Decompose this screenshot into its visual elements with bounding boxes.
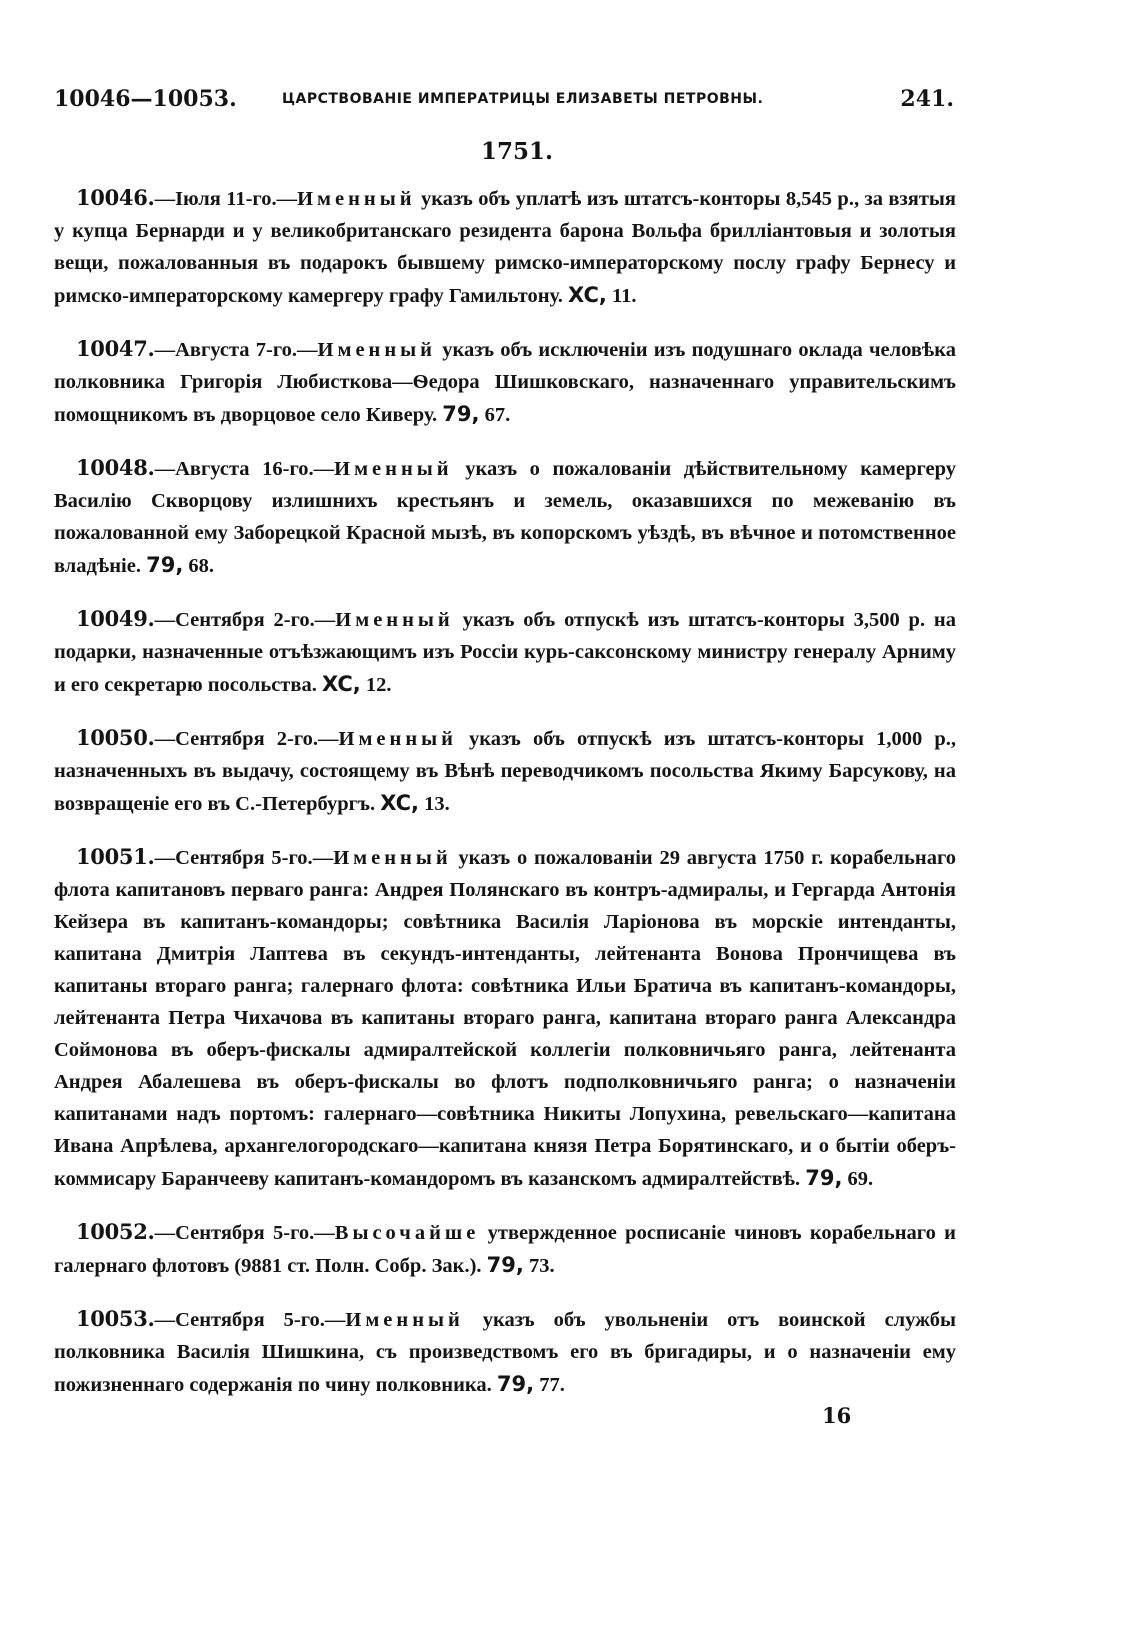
entry-number: 10049. — [76, 606, 155, 631]
entry-number: 10046. — [76, 185, 155, 210]
entry-text: указъ объ отпускѣ изъ штатсъ-конторы 3,500 р. на подарки, назначенные отъѣзжающимъ изъ Россіи курь-саксонскому министру генералу Арниму и его секретарю посольства. — [54, 609, 956, 696]
entry-date: Августа 16-го. — [175, 458, 314, 480]
entry-ref-page: 67. — [484, 404, 511, 426]
page-number: 241. — [900, 86, 954, 112]
entry-number: 10051. — [76, 844, 155, 869]
entry-10053: 10053.—Сентября 5-го.—Именный указъ объ увольненіи отъ воинской службы полковника Василія Шишкина, съ произведствомъ его въ бригадиры, и о назначеніи ему пожизненнаго содержанія по чину полковника. 79, 77. — [54, 1306, 957, 1396]
entry-kind: Именный — [297, 188, 416, 210]
entry-ref-page: 68. — [188, 555, 215, 577]
entry-kind: Высочайше — [334, 1222, 480, 1244]
entry-date: Сентября 2-го. — [175, 609, 315, 631]
entry-date: Августа 7-го. — [175, 339, 298, 361]
entry-number: 10050. — [76, 725, 155, 750]
running-title: ЦАРСТВОВАНІЕ ИМПЕРАТРИЦЫ ЕЛИЗАВЕТЫ ПЕТРОВНЫ. — [282, 91, 764, 107]
entry-date: Сентября 2-го. — [175, 728, 318, 750]
entry-ref-volume: XC, — [568, 283, 607, 307]
entry-kind: Именный — [338, 728, 457, 750]
entry-ref-volume: 79, — [146, 553, 184, 577]
entry-date: Сентября 5-го. — [175, 1222, 315, 1244]
entry-ref-page: 73. — [529, 1255, 555, 1277]
entry-ref-page: 77. — [539, 1374, 565, 1396]
entry-ref-page: 69. — [847, 1168, 874, 1190]
entry-text: указъ объ отпускѣ изъ штатсъ-конторы 1,000 р., назначенныхъ въ выдачу, состоящему въ Вѣнѣ переводчикомъ посольства Якиму Барсукову, на возвращеніе его въ С.-Петербургъ. — [54, 728, 956, 815]
entry-number: 10052. — [76, 1219, 155, 1244]
entry-text: утвержденное росписаніе чиновъ корабельнаго и галернаго флотовъ (9881 ст. Полн. Собр. Зак.). — [54, 1222, 956, 1277]
entry-10050: 10050.—Сентября 2-го.—Именный указъ объ отпускѣ изъ штатсъ-конторы 1,000 р., назначенныхъ въ выдачу, состоящему въ Вѣнѣ переводчикомъ посольства Якиму Барсукову, на возвращеніе его въ С.-Петербургъ. XC, 13. — [54, 725, 956, 815]
entry-10051: 10051.—Сентября 5-го.—Именный указъ о пожалованіи 29 августа 1750 г. корабельнаго флота капитановъ перваго ранга: Андрея Полянскаго въ контръ-адмиралы, и Гергарда Антонія Кейзера въ капитанъ-командоры; совѣтника Василія Ларіонова въ морскіе интенданты, капитана Дмитрія Лаптева въ секундъ-интенданты, лейтенанта Вонова Прончищева въ капитаны втораго ранга; галернаго флота: совѣтника Ильи Братича въ капитанъ-командоры, лейтенанта Петра Чихачова въ капитаны втораго ранга, капитана втораго ранга Александра Соймонова въ оберъ-фискалы адмиралтейской коллегіи полковничьяго ранга, лейтенанта Андрея Абалешева въ оберъ-фискалы во флотъ подполковничьяго ранга; о назначеніи капитанами надъ портомъ: галернаго—совѣтника Никиты Лопухина, ревельскаго—капитана Ивана Апрѣлева, архангелогородскаго—капитана князя Петра Борятинскаго, и о бытіи оберъ-коммисару Баранчееву капитанъ-командоромъ въ казанскомъ адмиралтействѣ. 79, 69. — [54, 844, 956, 1190]
running-head — [54, 86, 954, 116]
entry-10049: 10049.—Сентября 2-го.—Именный указъ объ отпускѣ изъ штатсъ-конторы 3,500 р. на подарки, назначенные отъѣзжающимъ изъ Россіи курь-саксонскому министру генералу Арниму и его секретарю посольства. XC, 12. — [54, 606, 956, 696]
entry-10048: 10048.—Августа 16-го.—Именный указъ о пожалованіи дѣйствительному камергеру Василію Скворцову излишнихъ крестьянъ и земель, оказавшихся по межеванію въ пожалованной ему Заборецкой Красной мызѣ, въ копорскомъ уѣздѣ, въ вѣчное и потомственное владѣніе. 79, 68. — [54, 455, 957, 577]
entry-ref-volume: XC, — [380, 791, 420, 815]
entry-text: указъ объ увольненіи отъ воинской службы полковника Василія Шишкина, съ произведствомъ его въ бригадиры, и о назначеніи ему пожизненнаго содержанія по чину полковника. — [54, 1309, 957, 1396]
entry-ref-page: 13. — [424, 793, 450, 815]
entries-list — [54, 182, 956, 1422]
entry-number: 10053. — [76, 1306, 155, 1331]
entry-kind: Именный — [335, 609, 454, 631]
entry-date: Іюля 11-го. — [175, 188, 277, 210]
year-heading: 1751. — [480, 138, 554, 165]
entry-text: указъ о пожалованіи 29 августа 1750 г. корабельнаго флота капитановъ перваго ранга: Андрея Полянскаго въ контръ-адмиралы, и Гергарда Антонія Кейзера въ капитанъ-командоры; совѣтника Василія Ларіонова въ морскіе интенданты, капитана Дмитрія Лаптева въ секундъ-интенданты, лейтенанта Вонова Прончищева въ капитаны втораго ранга; галернаго флота: совѣтника Ильи Братича въ капитанъ-командоры, лейтенанта Петра Чихачова въ капитаны втораго ранга, капитана втораго ранга Александра Соймонова въ оберъ-фискалы адмиралтейской коллегіи полковничьяго ранга, лейтенанта Андрея Абалешева въ оберъ-фискалы во флотъ подполковничьяго ранга; о назначеніи капитанами надъ портомъ: галернаго—совѣтника Никиты Лопухина, ревельскаго—капитана Ивана Апрѣлева, архангелогородскаго—капитана князя Петра Борятинскаго, и о бытіи оберъ-коммисару Баранчееву капитанъ-командоромъ въ казанскомъ адмиралтействѣ. — [54, 847, 956, 1190]
entry-number: 10048. — [76, 455, 155, 480]
entry-10052: 10052.—Сентября 5-го.—Высочайше утвержденное росписаніе чиновъ корабельнаго и галернаго флотовъ (9881 ст. Полн. Собр. Зак.). 79, 73. — [54, 1219, 956, 1277]
entry-ref-volume: XC, — [321, 672, 361, 696]
entry-kind: Именный — [334, 458, 453, 480]
entry-ref-page: 11. — [611, 285, 637, 307]
signature-mark: 16 — [822, 1403, 852, 1428]
entry-text: указъ объ исключеніи изъ подушнаго оклада человѣка полковника Григорія Любисткова—Ѳедора Шишковскаго, назначеннаго управительскимъ помощникомъ въ дворцовое село Киверу. — [54, 339, 956, 426]
entry-range: 10046—10053. — [54, 86, 237, 112]
entry-date: Сентября 5-го. — [175, 1309, 325, 1331]
entry-kind: Именный — [345, 1309, 464, 1331]
entry-date: Сентября 5-го. — [175, 847, 313, 869]
entry-10046: 10046.—Іюля 11-го.—Именный указъ объ уплатѣ изъ штатсъ-конторы 8,545 р., за взятыя у купца Бернарди и у великобританскаго резидента барона Вольфа брилліантовыя и золотыя вещи, пожалованныя въ подарокъ бывшему римско-императорскому послу графу Бернесу и римско-императорскому камергеру графу Гамильтону. XC, 11. — [54, 185, 956, 307]
entry-10047: 10047.—Августа 7-го.—Именный указъ объ исключеніи изъ подушнаго оклада человѣка полковника Григорія Любисткова—Ѳедора Шишковскаго, назначеннаго управительскимъ помощникомъ въ дворцовое село Киверу. 79, 67. — [54, 336, 956, 426]
entry-text: указъ о пожалованіи дѣйствительному камергеру Василію Скворцову излишнихъ крестьянъ и земель, оказавшихся по межеванію въ пожалованной ему Заборецкой Красной мызѣ, въ копорскомъ уѣздѣ, въ вѣчное и потомственное владѣніе. — [54, 458, 957, 577]
entry-number: 10047. — [76, 336, 155, 361]
entry-ref-volume: 79, — [496, 1372, 535, 1396]
entry-text: указъ объ уплатѣ изъ штатсъ-конторы 8,545 р., за взятыя у купца Бернарди и у великобританскаго резидента барона Вольфа брилліантовыя и золотыя вещи, пожалованныя въ подарокъ бывшему римско-императорскому послу графу Бернесу и римско-императорскому камергеру графу Гамильтону. — [54, 188, 956, 307]
entry-kind: Именный — [333, 847, 452, 869]
entry-ref-volume: 79, — [442, 402, 480, 426]
entry-ref-page: 12. — [365, 674, 392, 696]
entry-ref-volume: 79, — [805, 1166, 843, 1190]
entry-kind: Именный — [317, 339, 436, 361]
entry-ref-volume: 79, — [486, 1253, 524, 1277]
